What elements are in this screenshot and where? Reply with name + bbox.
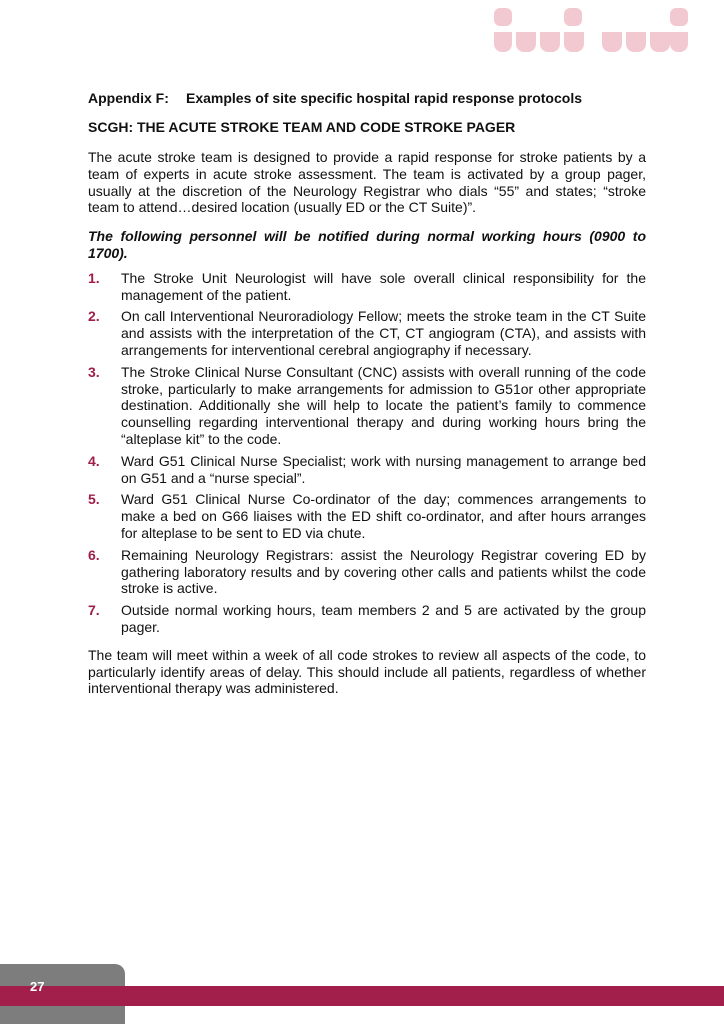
list-item-text: Remaining Neurology Registrars: assist the Neurology Registrar covering ED by gathering laboratory results and by covering other calls and patients whilst the code stroke is active. bbox=[121, 546, 646, 597]
list-item-number: 6. bbox=[88, 546, 100, 563]
list-item-number: 1. bbox=[88, 269, 100, 286]
list-item-text: The Stroke Clinical Nurse Consultant (CNC) assists with overall running of the code stroke, particularly to make arrangements for admission to G51or other appropriate destination. Additionally she will help to locate the patient’s family to commence counselling regarding interventional therapy and during working hours bring the “alteplase kit” to the code. bbox=[121, 363, 646, 447]
appendix-title: Examples of site specific hospital rapid response protocols bbox=[186, 90, 582, 106]
page-number: 27 bbox=[30, 979, 45, 994]
section-title: SCGH: THE ACUTE STROKE TEAM AND CODE STROKE PAGER bbox=[88, 119, 516, 135]
appendix-heading bbox=[88, 90, 646, 106]
list-item-text: Ward G51 Clinical Nurse Co-ordinator of the day; commences arrangements to make a bed on G66 liaises with the ED shift co-ordinator, and after hours arranges for alteplase to be sent to ED via chute. bbox=[121, 491, 646, 541]
document-body bbox=[88, 90, 646, 709]
list-item bbox=[88, 453, 646, 487]
footer-bar bbox=[0, 986, 724, 1006]
list-item-text: Ward G51 Clinical Nurse Specialist; work with nursing management to arrange bed on G51 and a “nurse special”. bbox=[121, 452, 646, 486]
personnel-heading: The following personnel will be notified during normal working hours (0900 to 1700). bbox=[88, 228, 646, 261]
closing-paragraph: The team will meet within a week of all code strokes to review all aspects of the code, to particularly identify areas of delay. This should include all patients, regardless of whether interventional therapy was administered. bbox=[88, 646, 646, 697]
personnel-list bbox=[88, 270, 646, 636]
list-item-text: Outside normal working hours, team members 2 and 5 are activated by the group pager. bbox=[121, 602, 646, 635]
organisation-logo-icon bbox=[492, 8, 692, 52]
list-item-number: 2. bbox=[88, 308, 100, 325]
list-item-text: The Stroke Unit Neurologist will have sole overall clinical responsibility for the management of the patient. bbox=[121, 269, 646, 303]
list-item-number: 3. bbox=[88, 363, 100, 380]
list-item bbox=[88, 364, 646, 448]
intro-paragraph: The acute stroke team is designed to provide a rapid response for stroke patients by a team of experts in acute stroke assessment. The team is activated by a group pager, usually at the discretion of the Neurology Registrar who dials “55” and states; “stroke team to attend…desired location (usually ED or the CT Suite)”. bbox=[88, 149, 646, 216]
list-item bbox=[88, 491, 646, 541]
list-item bbox=[88, 308, 646, 358]
list-item-text: On call Interventional Neuroradiology Fellow; meets the stroke team in the CT Suite and assists with the interpretation of the CT, CT angiogram (CTA), and assists with arrangements for interventional cerebral angiography if necessary. bbox=[121, 308, 646, 358]
list-item-number: 5. bbox=[88, 491, 100, 508]
list-item bbox=[88, 547, 646, 597]
list-item-number: 7. bbox=[88, 602, 100, 619]
appendix-label: Appendix F: bbox=[88, 90, 169, 106]
list-item bbox=[88, 270, 646, 304]
list-item-number: 4. bbox=[88, 452, 100, 469]
list-item bbox=[88, 602, 646, 636]
